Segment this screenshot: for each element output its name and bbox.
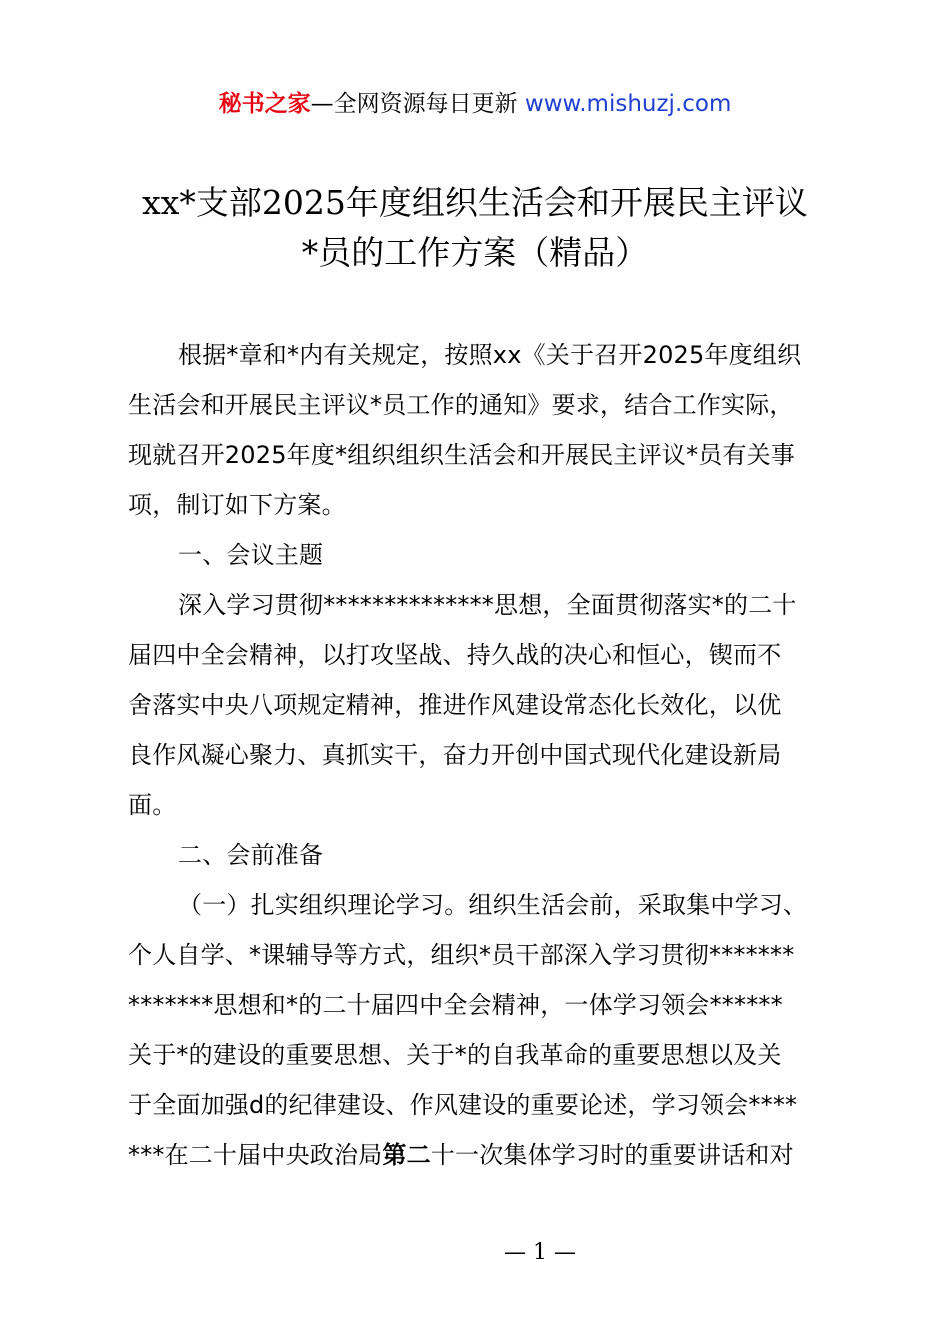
body-line: 个人自学、*课辅导等方式，组织*员干部深入学习贯彻******* — [128, 941, 795, 969]
body-line: 良作风凝心聚力、真抓实干，奋力开创中国式现代化建设新局 — [128, 741, 782, 769]
page-number: — 1 — — [504, 1240, 576, 1265]
body-line: 深入学习贯彻**************思想，全面贯彻落实*的二十 — [178, 591, 797, 619]
body-line: 现就召开2025年度*组织组织生活会和开展民主评议*员有关事 — [128, 441, 796, 469]
body-line: 项，制订如下方案。 — [128, 491, 346, 519]
last-line-end: 十一次集体学习时的重要讲话和对 — [430, 1141, 794, 1169]
body-line: 届四中全会精神，以打攻坚战、持久战的决心和恒心，锲而不 — [128, 641, 782, 669]
last-line-bold: 第二 — [382, 1141, 431, 1169]
body-line: 关于*的建设的重要思想、关于*的自我革命的重要思想以及关 — [128, 1041, 782, 1069]
section-heading-2: 二、会前准备 — [178, 841, 324, 869]
body-line: 于全面加强d的纪律建设、作风建设的重要论述，学习领会**** — [128, 1091, 798, 1119]
body-line: 根据*章和*内有关规定，按照xx《关于召开2025年度组织 — [178, 341, 802, 369]
body-line: *******思想和*的二十届四中全会精神，一体学习领会****** — [128, 991, 783, 1019]
body-line-last — [128, 1130, 834, 1180]
body-line: 舍落实中央八项规定精神，推进作风建设常态化长效化，以优 — [128, 691, 782, 719]
section-heading-1: 一、会议主题 — [178, 541, 324, 569]
site-header — [0, 88, 950, 120]
header-tagline: —全网资源每日更新 — [310, 91, 525, 117]
brand-name: 秘书之家 — [218, 91, 311, 117]
document-body — [128, 330, 834, 1180]
document-title — [0, 178, 950, 278]
body-line: （一）扎实组织理论学习。组织生活会前，采取集中学习、 — [178, 891, 808, 919]
body-line: 面。 — [128, 791, 177, 819]
title-line-2: *员的工作方案（精品） — [301, 233, 649, 272]
body-line: 生活会和开展民主评议*员工作的通知》要求，结合工作实际， — [128, 391, 794, 419]
title-line-1: xx*支部2025年度组织生活会和开展民主评议 — [142, 183, 808, 222]
last-line-start: ***在二十届中央政治局 — [128, 1141, 383, 1169]
site-url-link[interactable]: www.mishuzj.com — [524, 91, 732, 117]
